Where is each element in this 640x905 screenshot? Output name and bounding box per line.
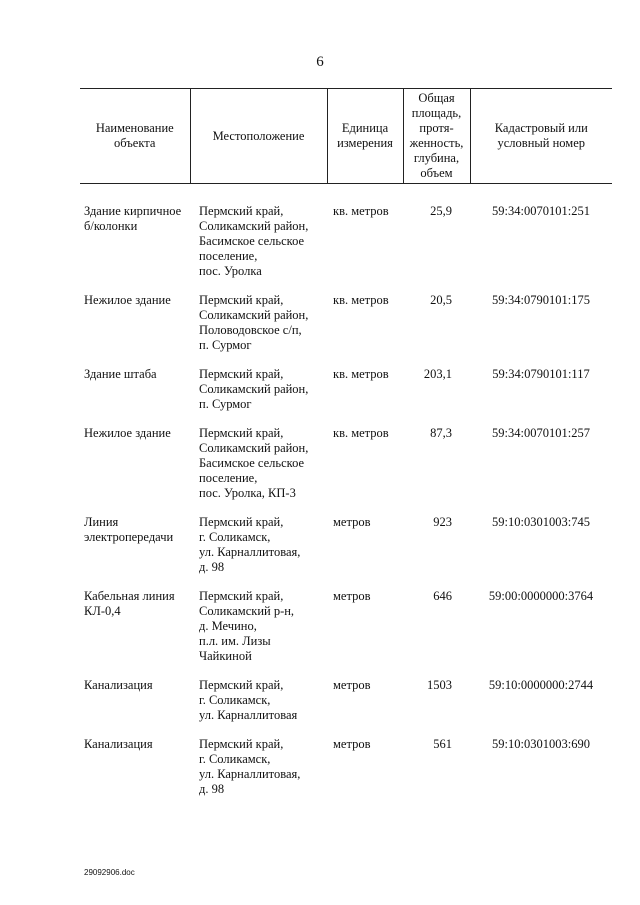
object-cadastral-number: 59:34:0790101:117 — [492, 367, 590, 381]
object-location-line: Пермский край, — [199, 678, 284, 692]
object-location-line: п. Сурмог — [199, 397, 252, 411]
row-gap — [80, 279, 612, 293]
property-table — [80, 88, 612, 797]
header-unit: Единица измерения — [327, 89, 403, 184]
object-name-line: б/колонки — [84, 219, 138, 233]
row-gap — [80, 664, 612, 678]
table-row — [80, 737, 612, 797]
object-location-line: пос. Уролка — [199, 264, 262, 278]
object-location-line: ул. Карналлитовая, — [199, 545, 301, 559]
object-location-line: Пермский край, — [199, 293, 284, 307]
object-unit: кв. метров — [333, 426, 389, 440]
table-row — [80, 589, 612, 664]
object-location — [190, 589, 327, 664]
object-location-line: п. Сурмог — [199, 338, 252, 352]
row-gap — [80, 575, 612, 589]
property-table-container — [80, 88, 612, 797]
object-cadastral-number: 59:34:0790101:175 — [492, 293, 590, 307]
table-row — [80, 515, 612, 575]
object-name — [80, 367, 190, 412]
object-area: 1503 — [427, 678, 452, 692]
object-name-line: Кабельная линия — [84, 589, 175, 603]
object-location-line: г. Соликамск, — [199, 530, 271, 544]
object-name — [80, 204, 190, 279]
object-name-line: Линия — [84, 515, 119, 529]
table-row — [80, 426, 612, 501]
header-row — [80, 89, 612, 184]
object-area: 203,1 — [423, 367, 452, 381]
object-location-line: Соликамский р-н, — [199, 604, 295, 618]
object-location — [190, 515, 327, 575]
object-location — [190, 678, 327, 723]
object-location-line: Соликамский район, — [199, 441, 309, 455]
object-name — [80, 678, 190, 723]
object-unit: кв. метров — [333, 367, 389, 381]
object-unit: кв. метров — [333, 204, 389, 218]
object-location-line: поселение, — [199, 471, 258, 485]
object-unit: метров — [333, 678, 371, 692]
object-cadastral-number: 59:10:0301003:690 — [492, 737, 590, 751]
object-location-line: Чайкиной — [199, 649, 252, 663]
object-location-line: д. 98 — [199, 560, 225, 574]
object-area: 20,5 — [430, 293, 452, 307]
object-name — [80, 737, 190, 797]
object-name — [80, 515, 190, 575]
object-name-line: Нежилое здание — [84, 293, 171, 307]
header-spacer — [80, 184, 612, 205]
object-area: 561 — [433, 737, 452, 751]
table-row — [80, 367, 612, 412]
object-name-line: Канализация — [84, 737, 153, 751]
header-location: Местоположение — [190, 89, 327, 184]
object-unit: кв. метров — [333, 293, 389, 307]
object-location-line: Соликамский район, — [199, 308, 309, 322]
object-unit: метров — [333, 737, 371, 751]
object-location-line: Соликамский район, — [199, 219, 309, 233]
table-row — [80, 293, 612, 353]
object-location — [190, 426, 327, 501]
object-location — [190, 737, 327, 797]
object-cadastral-number: 59:00:0000000:3764 — [488, 589, 594, 603]
row-gap — [80, 412, 612, 426]
object-unit: метров — [333, 515, 371, 529]
header-cadastral: Кадастровый или условный номер — [470, 89, 612, 184]
object-location-line: пос. Уролка, КП-3 — [199, 486, 296, 500]
object-location-line: Половодовское с/п, — [199, 323, 302, 337]
object-location — [190, 204, 327, 279]
object-location-line: Пермский край, — [199, 589, 284, 603]
object-location-line: г. Соликамск, — [199, 693, 271, 707]
object-location-line: Басимское сельское — [199, 234, 305, 248]
object-location-line: Басимское сельское — [199, 456, 305, 470]
object-location-line: Пермский край, — [199, 367, 284, 381]
object-area: 923 — [433, 515, 452, 529]
table-row — [80, 678, 612, 723]
object-name-line: Канализация — [84, 678, 153, 692]
object-name-line: Здание штаба — [84, 367, 157, 381]
object-cadastral-number: 59:10:0301003:745 — [492, 515, 590, 529]
object-name-line: Здание кирпичное — [84, 204, 182, 218]
object-cadastral-number: 59:34:0070101:251 — [492, 204, 590, 218]
object-location-line: Соликамский район, — [199, 382, 309, 396]
header-area: Общая площадь, протя-женность, глубина, объем — [403, 89, 470, 184]
object-location — [190, 293, 327, 353]
object-cadastral-number: 59:34:0070101:257 — [492, 426, 590, 440]
object-name-line: электропередачи — [84, 530, 174, 544]
object-location-line: Пермский край, — [199, 737, 284, 751]
object-name-line: КЛ-0,4 — [84, 604, 121, 618]
row-gap — [80, 353, 612, 367]
file-name-footer: 29092906.doc — [84, 868, 135, 877]
object-area: 25,9 — [430, 204, 452, 218]
table-header — [80, 89, 612, 184]
object-location-line: д. Мечино, — [199, 619, 257, 633]
row-gap — [80, 723, 612, 737]
object-location-line: Пермский край, — [199, 515, 284, 529]
object-location — [190, 367, 327, 412]
header-name: Наименование объекта — [80, 89, 190, 184]
object-name — [80, 589, 190, 664]
object-area: 646 — [433, 589, 452, 603]
object-location-line: г. Соликамск, — [199, 752, 271, 766]
object-location-line: ул. Карналлитовая, — [199, 767, 301, 781]
object-location-line: ул. Карналлитовая — [199, 708, 298, 722]
object-location-line: поселение, — [199, 249, 258, 263]
page-number: 6 — [316, 54, 324, 70]
object-unit: метров — [333, 589, 371, 603]
object-name-line: Нежилое здание — [84, 426, 171, 440]
object-area: 87,3 — [430, 426, 452, 440]
object-location-line: Пермский край, — [199, 204, 284, 218]
object-name — [80, 293, 190, 353]
object-location-line: Пермский край, — [199, 426, 284, 440]
object-cadastral-number: 59:10:0000000:2744 — [488, 678, 594, 692]
object-name — [80, 426, 190, 501]
table-row — [80, 204, 612, 279]
object-location-line: д. 98 — [199, 782, 225, 796]
object-location-line: п.л. им. Лизы — [199, 634, 271, 648]
table-body — [80, 184, 612, 798]
row-gap — [80, 501, 612, 515]
